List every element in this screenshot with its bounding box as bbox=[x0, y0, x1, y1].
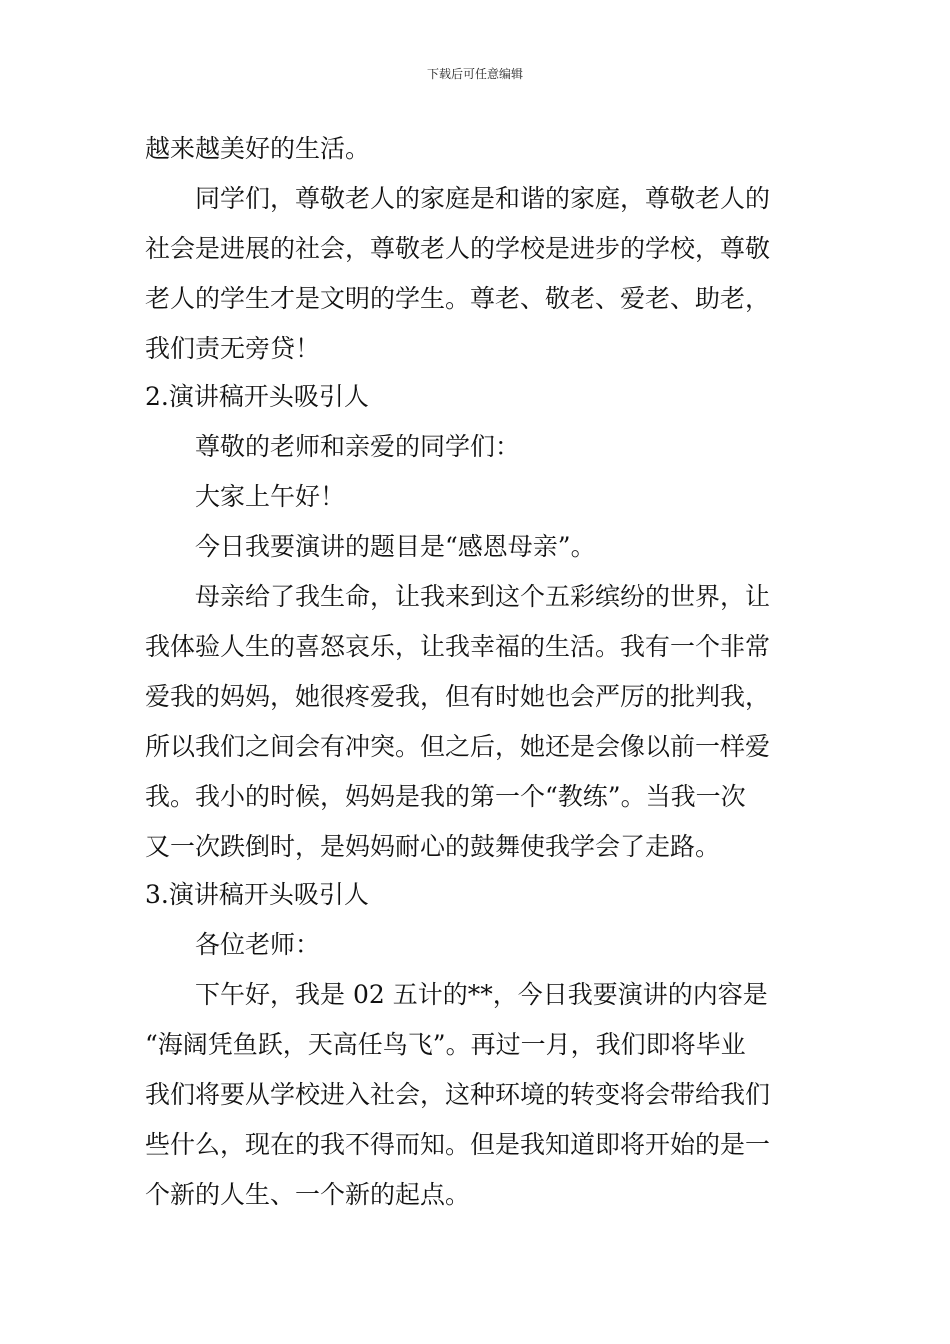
paragraph-first-line: 同学们，尊敬老人的家庭是和谐的家庭，尊敬老人的 bbox=[195, 184, 771, 213]
text-line: 越来越美好的生活。 bbox=[145, 134, 371, 163]
text-line: “海阔凭鱼跃，天高任鸟飞”。再过一月，我们即将毕业 bbox=[145, 1030, 746, 1059]
text-line: 我们将要从学校进入社会，这种环境的转变将会带给我们 bbox=[145, 1080, 771, 1109]
paragraph-first-line: 下午好，我是 02 五计的**，今日我要演讲的内容是 bbox=[195, 980, 768, 1009]
text-line: 老人的学生才是文明的学生。尊老、敬老、爱老、助老， bbox=[145, 284, 771, 313]
text-line: 些什么，现在的我不得而知。但是我知道即将开始的是一 bbox=[145, 1130, 771, 1159]
section-heading: 2.演讲稿开头吸引人 bbox=[145, 382, 369, 411]
text-line: 所以我们之间会有冲突。但之后，她还是会像以前一样爱 bbox=[145, 732, 771, 761]
salutation: 尊敬的老师和亲爱的同学们： bbox=[195, 432, 521, 461]
text-line: 社会是进展的社会，尊敬老人的学校是进步的学校，尊敬 bbox=[145, 234, 771, 263]
text-line: 我体验人生的喜怒哀乐，让我幸福的生活。我有一个非常 bbox=[145, 632, 771, 661]
text-line: 又一次跌倒时，是妈妈耐心的鼓舞使我学会了走路。 bbox=[145, 832, 721, 861]
paragraph-first-line: 今日我要演讲的题目是“感恩母亲”。 bbox=[195, 532, 596, 561]
text-line: 个新的人生、一个新的起点。 bbox=[145, 1180, 471, 1209]
text-line: 我。我小的时候，妈妈是我的第一个“教练”。当我一次 bbox=[145, 782, 746, 811]
salutation: 各位老师： bbox=[195, 930, 321, 959]
text-line: 爱我的妈妈，她很疼爱我，但有时她也会严厉的批判我， bbox=[145, 682, 771, 711]
text-line: 我们责无旁贷！ bbox=[145, 334, 321, 363]
greeting: 大家上午好！ bbox=[195, 482, 346, 511]
paragraph-first-line: 母亲给了我生命，让我来到这个五彩缤纷的世界，让 bbox=[195, 582, 771, 611]
section-heading: 3.演讲稿开头吸引人 bbox=[145, 880, 369, 909]
page-header: 下载后可任意编辑 bbox=[426, 67, 523, 81]
